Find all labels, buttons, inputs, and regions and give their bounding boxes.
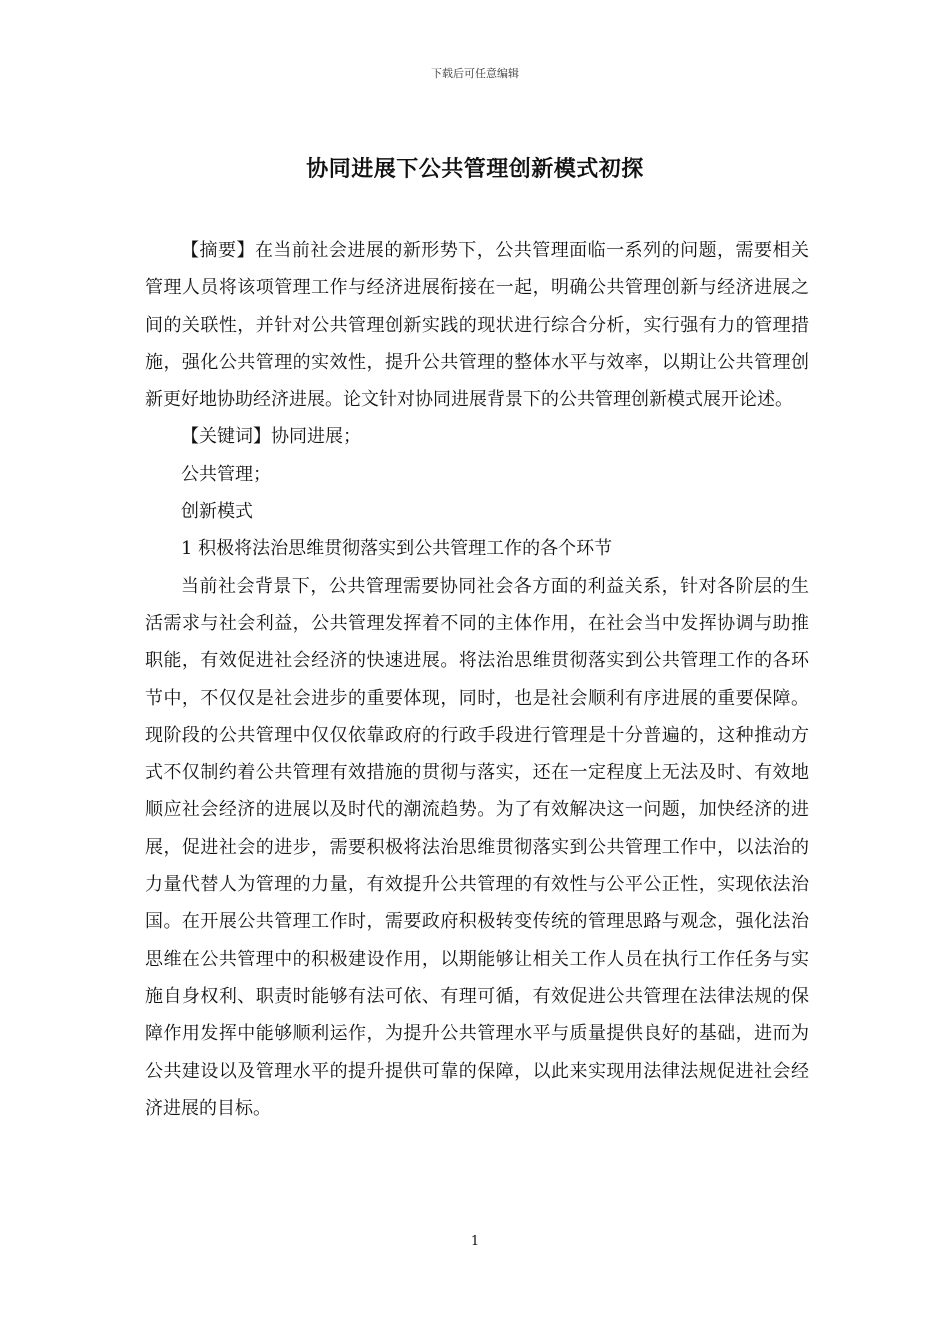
section-1-paragraph: 当前社会背景下，公共管理需要协同社会各方面的利益关系，针对各阶层的生活需求与社会利益，公共管理发挥着不同的主体作用，在社会当中发挥协调与助推职能，有效促进社会经济的快速进展。将法治思维贯彻落实到公共管理工作的各环节中，不仅仅是社会进步的重要体现，同时，也是社会顺利有序进展的重要保障。现阶段的公共管理中仅仅依靠政府的行政手段进行管理是十分普遍的，这种推动方式不仅制约着公共管理有效措施的贯彻与落实，还在一定程度上无法及时、有效地顺应社会经济的进展以及时代的潮流趋势。为了有效解决这一问题，加快经济的进展，促进社会的进步，需要积极将法治思维贯彻落实到公共管理工作中，以法治的力量代替人为管理的力量，有效提升公共管理的有效性与公平公正性，实现依法治国。在开展公共管理工作时，需要政府积极转变传统的管理思路与观念，强化法治思维在公共管理中的积极建设作用，以期能够让相关工作人员在执行工作任务与实施自身权利、职责时能够有法可依、有理可循，有效促进公共管理在法律法规的保障作用发挥中能够顺利运作，为提升公共管理水平与质量提供良好的基础，进而为公共建设以及管理水平的提升提供可靠的保障，以此来实现用法律法规促进社会经济进展的目标。 <box>145 575 809 1119</box>
keywords-line-2: 公共管理； <box>181 463 271 485</box>
page-number: 1 <box>470 1234 480 1249</box>
section-1-heading: 1 积极将法治思维贯彻落实到公共管理工作的各个环节 <box>181 538 613 560</box>
header-note: 下载后可任意编辑 <box>431 67 519 80</box>
keywords-line-3: 创新模式 <box>181 501 253 523</box>
keywords-line-1: 【关键词】协同进展； <box>181 426 361 448</box>
page-title: 协同进展下公共管理创新模式初探 <box>306 156 644 182</box>
abstract-paragraph: 【摘要】在当前社会进展的新形势下，公共管理面临一系列的问题，需要相关管理人员将该项管理工作与经济进展衔接在一起，明确公共管理创新与经济进展之间的关联性，并针对公共管理创新实践的现状进行综合分析，实行强有力的管理措施，强化公共管理的实效性，提升公共管理的整体水平与效率，以期让公共管理创新更好地协助经济进展。论文针对协同进展背景下的公共管理创新模式展开论述。 <box>145 240 809 411</box>
document-body <box>145 232 809 1127</box>
